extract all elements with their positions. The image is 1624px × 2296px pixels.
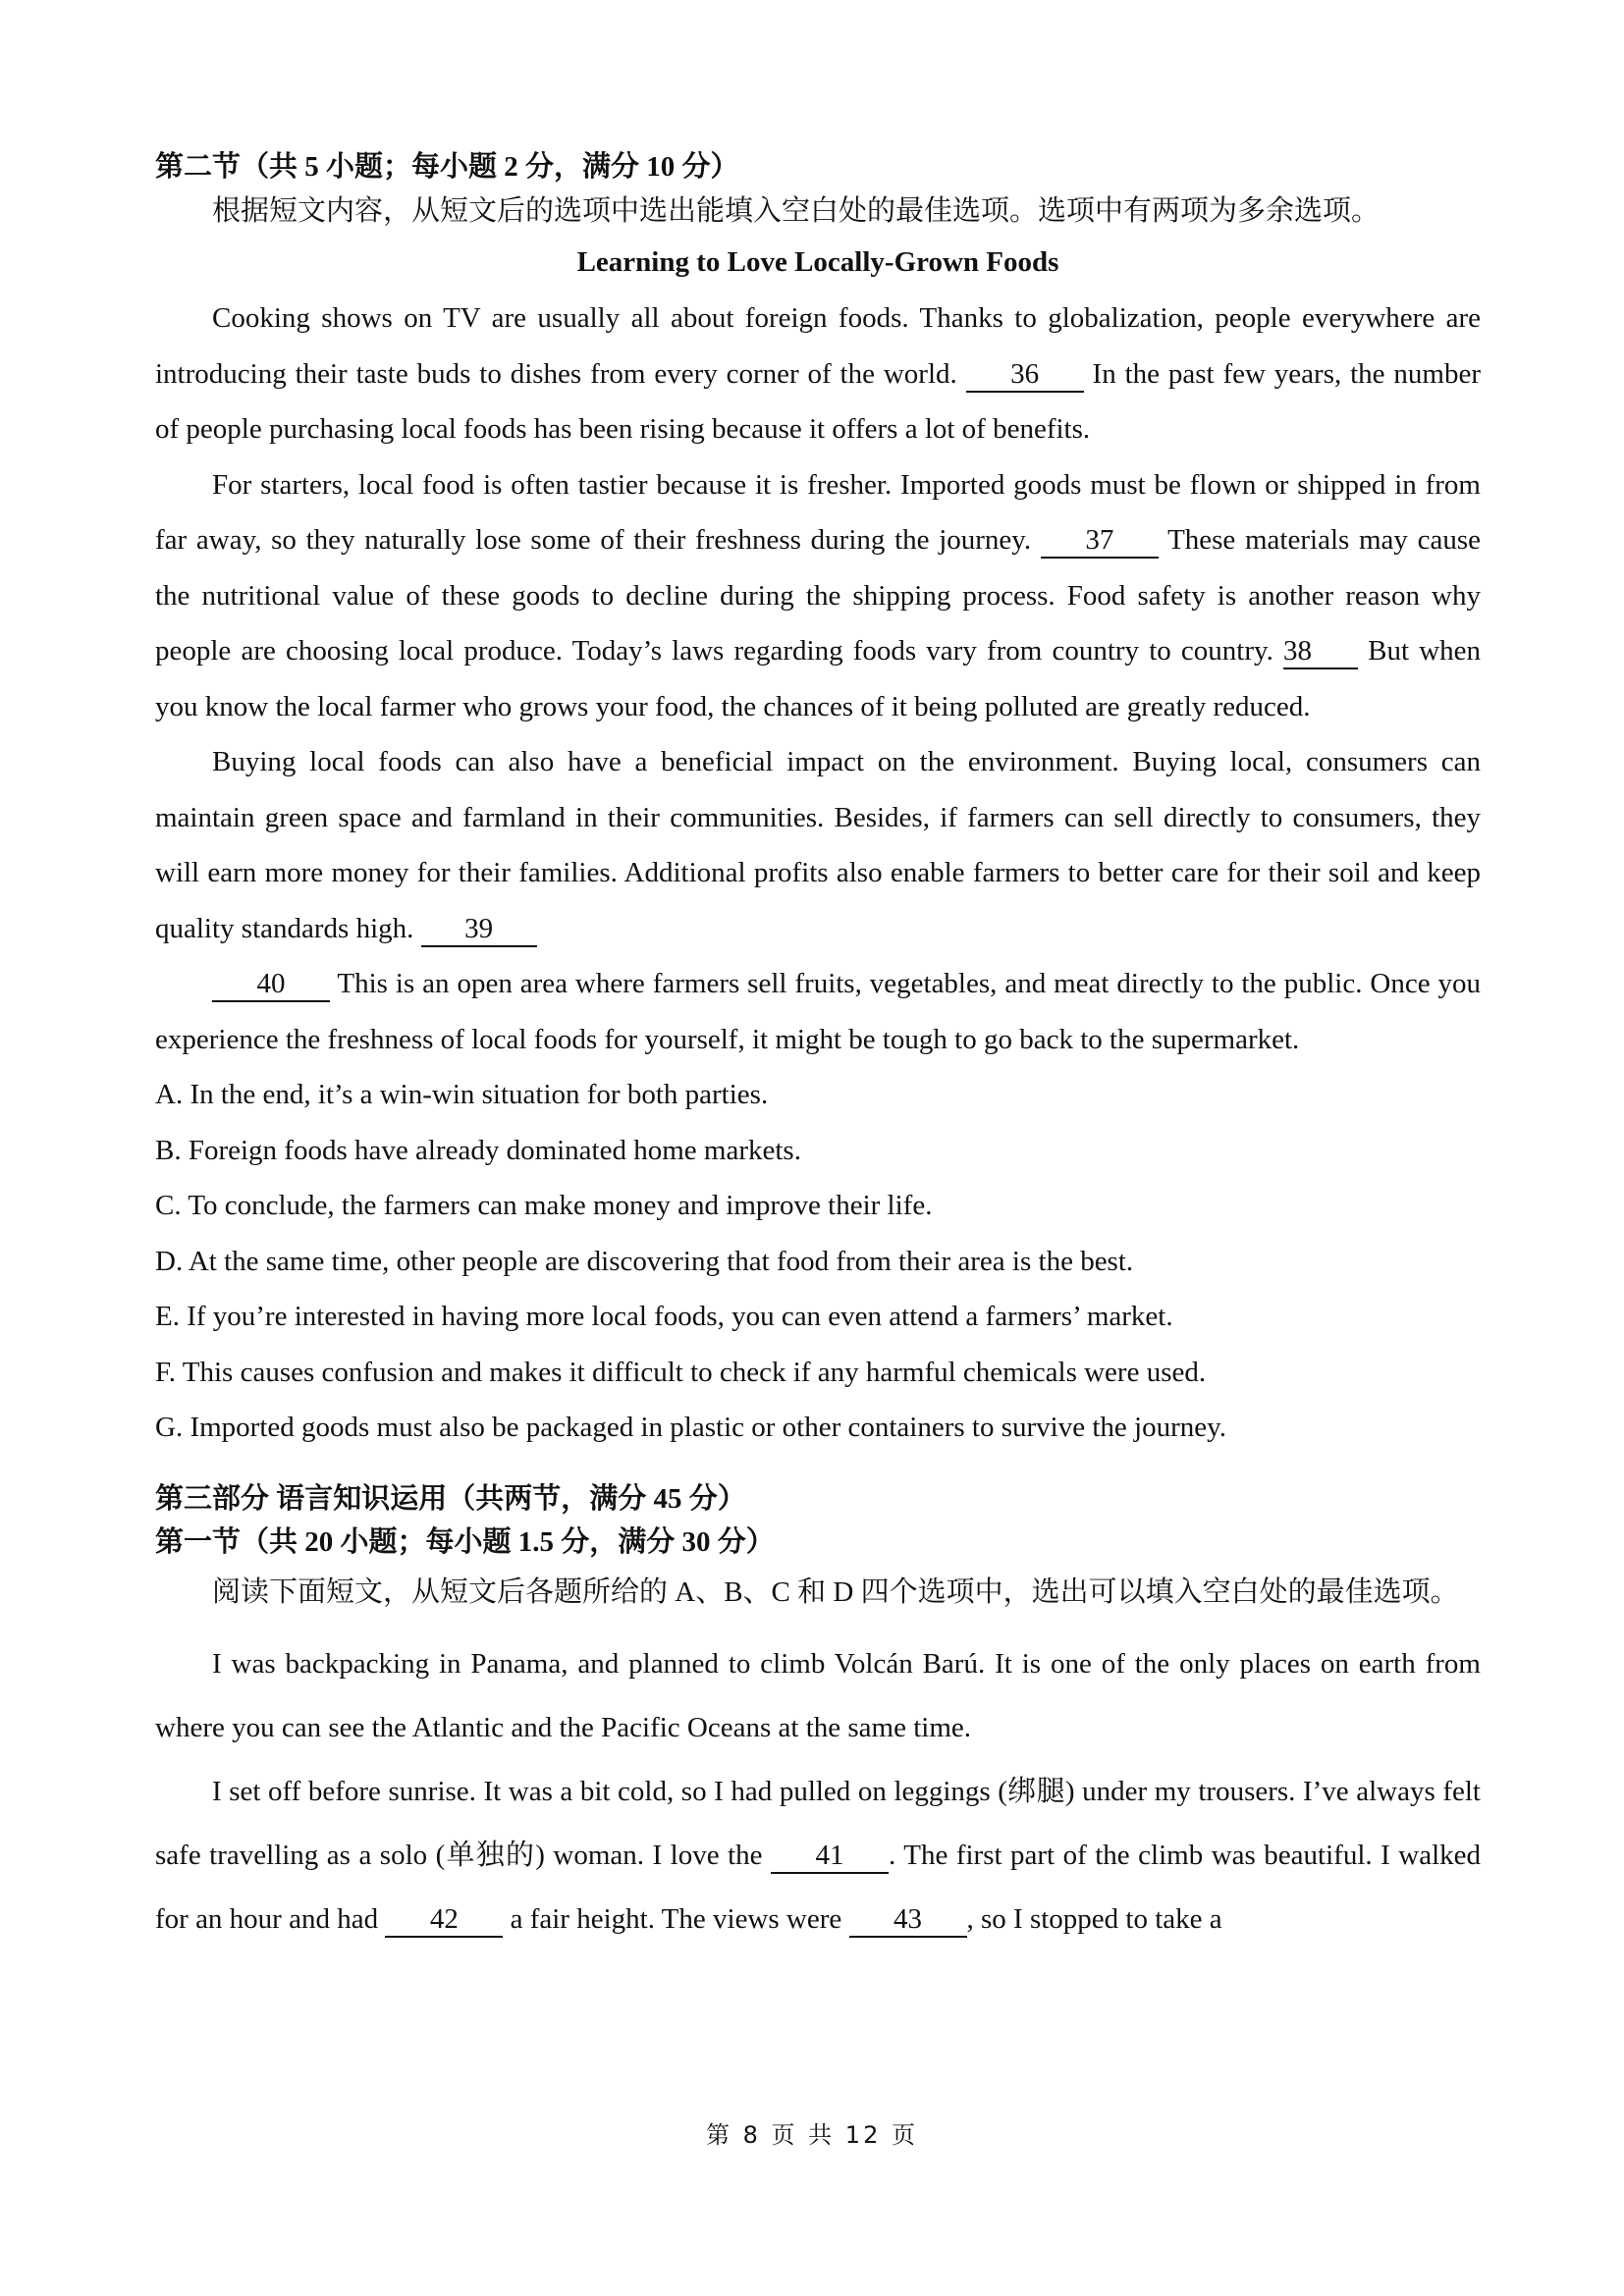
blank-40: 40 [212,967,330,1002]
option-c: C. To conclude, the farmers can make money and improve their life. [155,1190,933,1221]
paragraph-text: , so I stopped to take a [966,1902,1222,1935]
paragraph-text: Cooking shows on TV are usually all about foreign foods. Thanks to globalization, people everywhere are introducing their taste buds to dishes from every corner of the world. [155,302,1481,390]
blank-38: 38 [1283,634,1358,669]
paragraph-text: a fair height. The views were [510,1902,842,1935]
option-list [155,1067,1481,1456]
option-f: F. This causes confusion and makes it difficult to check if any harmful chemicals were used. [155,1356,1207,1388]
cloze-paragraph-1: I was backpacking in Panama, and planned to climb Volcán Barú. It is one of the only places on earth from where you can see the Atlantic and the Pacific Oceans at the same time. [155,1647,1481,1743]
passage-paragraph-4 [155,956,1481,1067]
option-g: G. Imported goods must also be packaged in plastic or other containers to survive the journey. [155,1412,1226,1443]
paragraph-text: In the past few years, the number of people purchasing local foods has been rising because it offers a lot of benefits. [155,357,1481,445]
passage-title: Learning to Love Locally-Grown Foods [576,246,1059,278]
section-spacer [155,1456,1481,1477]
section2-heading: 第二节（共 5 小题；每小题 2 分，满分 10 分） [155,151,739,183]
paragraph-text: . The first part of the climb was beautiful. I walked for an hour and had [155,1839,1482,1935]
page-footer: 第 8 页 共 12 页 [706,2121,918,2149]
option-d: D. At the same time, other people are discovering that food from their area is the best. [155,1245,1134,1277]
blank-43: 43 [849,1902,967,1938]
paragraph-text: I set off before sunrise. It was a bit cold, so I had pulled on leggings (绑腿) under my trousers. I’ve always felt safe travelling as a solo (单独的) woman. I love the [155,1775,1481,1871]
passage-paragraph-3 [155,734,1481,956]
option-a: A. In the end, it’s a win-win situation for both parties. [155,1079,769,1110]
paragraph-spacer [155,1621,1481,1632]
blank-41: 41 [771,1839,889,1874]
blank-39: 39 [421,912,537,947]
paragraph-text: But when you know the local farmer who grows your food, the chances of it being polluted are greatly reduced. [155,635,1482,722]
part3-section1-heading: 第一节（共 20 小题；每小题 1.5 分，满分 30 分） [155,1525,775,1558]
part3-heading: 第三部分 语言知识运用（共两节，满分 45 分） [155,1482,746,1515]
paragraph-text: For starters, local food is often tastier because it is fresher. Imported goods must be flown or shipped in from far away, so they naturally lose some of their freshness during the journey. [155,468,1481,556]
option-b: B. Foreign foods have already dominated home markets. [155,1134,801,1166]
page-content [155,147,1481,1951]
paragraph-text: These materials may cause the nutritional value of these goods to decline during the shipping process. Food safety is another reason why people are choosing local produce. Today’s laws regarding foods vary from country to country. [155,524,1482,667]
paragraph-text: This is an open area where farmers sell fruits, vegetables, and meat directly to the public. Once you experience the freshness of local foods for yourself, it might be tough to go back to the supermarket. [155,968,1481,1055]
cloze-paragraph-2 [155,1760,1481,1951]
option-e: E. If you’re interested in having more local foods, you can even attend a farmers’ market. [155,1301,1173,1332]
blank-36: 36 [966,357,1084,393]
section2-instruction: 根据短文内容，从短文后的选项中选出能填入空白处的最佳选项。选项中有两项为多余选项。 [212,195,1380,227]
blank-42: 42 [385,1902,503,1938]
blank-37: 37 [1041,523,1159,559]
passage-paragraph-1 [155,291,1481,457]
passage-paragraph-2 [155,457,1481,735]
part3-instruction: 阅读下面短文，从短文后各题所给的 A、B、C 和 D 四个选项中，选出可以填入空白处的最佳选项。 [212,1575,1459,1608]
paragraph-text: Buying local foods can also have a beneficial impact on the environment. Buying local, consumers can maintain green space and farmland in their communities. Besides, if farmers can sell directly to consumers, they will earn more money for their families. Additional profits also enable farmers to better care for their soil and keep quality standards high. [155,746,1481,944]
